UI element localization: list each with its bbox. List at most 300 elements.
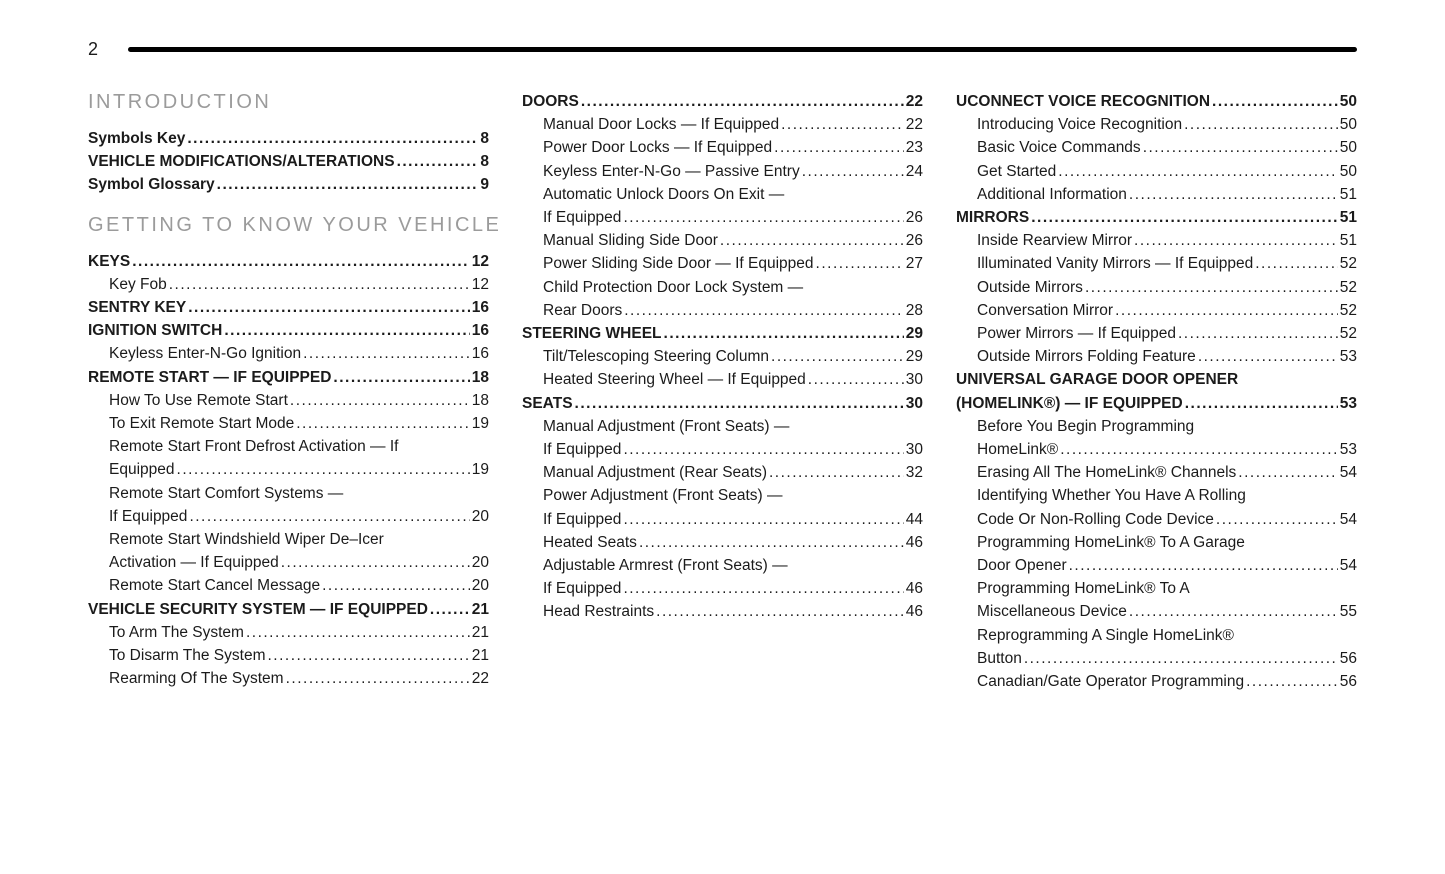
toc-entry-label: Button xyxy=(977,649,1022,667)
toc-entry-page: 55 xyxy=(1339,603,1357,621)
dot-leader xyxy=(224,319,469,342)
dot-leader xyxy=(397,150,479,173)
toc-entry-label: VEHICLE MODIFICATIONS/ALTERATIONS xyxy=(88,153,395,171)
toc-entry xyxy=(522,322,923,345)
toc-entry xyxy=(88,598,489,621)
toc-column-right xyxy=(956,90,1357,693)
toc-entry xyxy=(956,136,1357,159)
toc-entry-line xyxy=(109,644,489,667)
dot-leader xyxy=(1069,554,1338,577)
toc-entry-label: Power Door Locks — If Equipped xyxy=(543,139,773,157)
toc-entry-page: 20 xyxy=(471,507,489,525)
dot-leader xyxy=(267,644,469,667)
toc-entry-page: 51 xyxy=(1339,232,1357,250)
toc-entry-page: 56 xyxy=(1339,673,1357,691)
dot-leader xyxy=(1185,392,1338,415)
toc-entry-label: Power Sliding Side Door — If Equipped xyxy=(543,255,814,273)
dot-leader xyxy=(623,508,903,531)
dot-leader xyxy=(769,461,904,484)
toc-entry-label: Illuminated Vanity Mirrors — If Equipped xyxy=(977,255,1254,273)
toc-entry xyxy=(522,113,923,136)
toc-entry-label: How To Use Remote Start xyxy=(109,391,288,409)
toc-entry-line xyxy=(543,461,923,484)
toc-entry-label-continued: Child Protection Door Lock System — xyxy=(543,278,804,296)
toc-entry-label: HomeLink® xyxy=(977,441,1059,459)
toc-entry xyxy=(522,345,923,368)
toc-entry-label: Power Mirrors — If Equipped xyxy=(977,325,1176,343)
toc-entry-page: 21 xyxy=(471,647,489,665)
dot-leader xyxy=(624,299,904,322)
dot-leader xyxy=(1212,90,1338,113)
toc-entry-label-continued: Identifying Whether You Have A Rolling xyxy=(977,487,1246,505)
toc-entry-line xyxy=(956,392,1357,415)
toc-entry xyxy=(522,461,923,484)
toc-entry xyxy=(522,229,923,252)
toc-entry-label-continued: UNIVERSAL GARAGE DOOR OPENER xyxy=(956,371,1239,389)
toc-entry-line xyxy=(109,551,489,574)
toc-entry-label-continued: Reprogramming A Single HomeLink® xyxy=(977,626,1234,644)
toc-entry xyxy=(522,554,923,600)
dot-leader xyxy=(816,252,904,275)
toc-entry-page: 52 xyxy=(1339,301,1357,319)
toc-entry xyxy=(88,528,489,574)
toc-entry-page: 26 xyxy=(905,232,923,250)
toc-entry xyxy=(88,667,489,690)
dot-leader xyxy=(575,392,904,415)
toc-entry-line xyxy=(977,229,1357,252)
toc-entry xyxy=(88,412,489,435)
toc-entry-label: STEERING WHEEL xyxy=(522,325,662,343)
toc-entry xyxy=(522,368,923,391)
toc-entry-label: Rearming Of The System xyxy=(109,670,284,688)
toc-entry xyxy=(88,319,489,342)
toc-entry-page: 54 xyxy=(1339,557,1357,575)
toc-entry-line xyxy=(522,322,923,345)
toc-entry-label: IGNITION SWITCH xyxy=(88,322,223,340)
toc-entry-line xyxy=(109,389,489,412)
dot-leader xyxy=(781,113,904,136)
toc-entry-label: If Equipped xyxy=(109,507,188,525)
toc-entry-line xyxy=(977,252,1357,275)
toc-entry-page: 30 xyxy=(905,441,923,459)
toc-entry-label: Manual Door Locks — If Equipped xyxy=(543,116,780,134)
toc-entry xyxy=(956,183,1357,206)
toc-entry xyxy=(956,206,1357,229)
toc-entry xyxy=(522,484,923,530)
toc-entry-page: 16 xyxy=(471,345,489,363)
toc-entry-label: To Exit Remote Start Mode xyxy=(109,415,295,433)
toc-entry-line xyxy=(88,250,489,273)
toc-entry-label: (HOMELINK®) — IF EQUIPPED xyxy=(956,394,1183,412)
toc-entry-label: Activation — If Equipped xyxy=(109,554,279,572)
toc-entry-line xyxy=(522,90,923,113)
toc-entry xyxy=(956,461,1357,484)
toc-entry-page: 30 xyxy=(905,371,923,389)
toc-entry-line xyxy=(977,461,1357,484)
dot-leader xyxy=(1184,113,1338,136)
dot-leader xyxy=(802,160,904,183)
dot-leader xyxy=(639,531,904,554)
toc-entry xyxy=(956,299,1357,322)
toc-entry-line xyxy=(543,600,923,623)
toc-entry xyxy=(88,342,489,365)
toc-entry-page: 21 xyxy=(471,600,489,618)
dot-leader xyxy=(720,229,904,252)
toc-entry-label-continued: Remote Start Front Defrost Activation — If xyxy=(109,438,399,456)
toc-entry xyxy=(522,392,923,415)
toc-entry xyxy=(522,415,923,461)
toc-entry-line xyxy=(88,150,489,173)
toc-entry-line xyxy=(956,90,1357,113)
toc-entry-page: 21 xyxy=(471,623,489,641)
toc-entry-label: Keyless Enter-N-Go — Passive Entry xyxy=(543,162,800,180)
dot-leader xyxy=(1178,322,1338,345)
toc-entry-page: 16 xyxy=(471,322,489,340)
toc-entry xyxy=(956,670,1357,693)
toc-entry-page: 24 xyxy=(905,162,923,180)
toc-entry-page: 12 xyxy=(471,252,489,270)
toc-entry xyxy=(956,252,1357,275)
toc-entry-page: 50 xyxy=(1339,116,1357,134)
dot-leader xyxy=(177,458,470,481)
toc-entry-label-continued: Before You Begin Programming xyxy=(977,417,1195,435)
toc-entry-label: Rear Doors xyxy=(543,301,623,319)
dot-leader xyxy=(664,322,904,345)
dot-leader xyxy=(1134,229,1338,252)
toc-entry-label: Additional Information xyxy=(977,185,1127,203)
toc-entry-page: 51 xyxy=(1339,209,1357,227)
toc-entry xyxy=(522,90,923,113)
toc-entry-line xyxy=(543,113,923,136)
toc-entry-label-continued: Remote Start Windshield Wiper De–Icer xyxy=(109,531,384,549)
toc-entry-label: SEATS xyxy=(522,394,573,412)
toc-entry-line xyxy=(977,600,1357,623)
toc-entry-line xyxy=(88,366,489,389)
toc-entry xyxy=(522,600,923,623)
toc-entry-label: REMOTE START — IF EQUIPPED xyxy=(88,368,332,386)
toc-entry-line xyxy=(543,345,923,368)
section-heading: GETTING TO KNOW YOUR VEHICLE xyxy=(88,213,502,236)
toc-entry-page: 56 xyxy=(1339,649,1357,667)
dot-leader xyxy=(189,505,469,528)
toc-entry-page: 22 xyxy=(905,93,923,110)
toc-entry-line xyxy=(956,206,1357,229)
toc-entry-line xyxy=(109,342,489,365)
toc-entry-label: Miscellaneous Device xyxy=(977,603,1127,621)
toc-entry-label: Get Started xyxy=(977,162,1057,180)
dot-leader xyxy=(188,296,470,319)
toc-entry-line xyxy=(88,173,489,196)
toc-entry-line xyxy=(977,322,1357,345)
toc-entry xyxy=(956,276,1357,299)
toc-entry-label-continued: Power Adjustment (Front Seats) — xyxy=(543,487,783,505)
toc-entry-label: If Equipped xyxy=(543,441,622,459)
toc-entry-page: 12 xyxy=(471,275,489,293)
toc-entry xyxy=(88,273,489,296)
toc-entry-label: Basic Voice Commands xyxy=(977,139,1141,157)
dot-leader xyxy=(281,551,470,574)
toc-entry xyxy=(88,173,489,196)
toc-entry-label: Tilt/Telescoping Steering Column xyxy=(543,348,770,366)
toc-entry-line xyxy=(543,368,923,391)
toc-entry-line xyxy=(977,299,1357,322)
toc-entry-page: 46 xyxy=(905,533,923,551)
dot-leader xyxy=(1246,670,1338,693)
dot-leader xyxy=(132,250,470,273)
toc-entry-page: 50 xyxy=(1339,93,1357,110)
toc-entry-page: 28 xyxy=(905,301,923,319)
toc-entry-label-continued: Programming HomeLink® To A Garage xyxy=(977,533,1245,551)
toc-column-left xyxy=(88,90,502,693)
toc-entry xyxy=(88,482,489,528)
toc-entry-label: Key Fob xyxy=(109,275,167,293)
toc-entry-page: 51 xyxy=(1339,185,1357,203)
toc-entry xyxy=(956,113,1357,136)
toc-columns xyxy=(88,90,1357,693)
toc-entry xyxy=(88,366,489,389)
toc-entry-label: VEHICLE SECURITY SYSTEM — IF EQUIPPED xyxy=(88,600,428,618)
toc-entry-page: 22 xyxy=(905,116,923,134)
toc-column-middle xyxy=(522,90,923,693)
page-number: 2 xyxy=(88,38,99,59)
toc-entry-line xyxy=(543,206,923,229)
dot-leader xyxy=(322,574,470,597)
dot-leader xyxy=(656,600,904,623)
toc-entry-page: 26 xyxy=(905,209,923,227)
toc-entry-page: 9 xyxy=(480,176,489,194)
toc-entry xyxy=(956,531,1357,577)
toc-entry-line xyxy=(543,531,923,554)
dot-leader xyxy=(1058,160,1337,183)
dot-leader xyxy=(1198,345,1338,368)
dot-leader xyxy=(1060,438,1338,461)
toc-entry-label: Conversation Mirror xyxy=(977,301,1114,319)
toc-entry-line xyxy=(977,554,1357,577)
toc-entry-page: 53 xyxy=(1339,348,1357,366)
toc-entry-page: 52 xyxy=(1339,278,1357,296)
toc-entry-label: Manual Sliding Side Door xyxy=(543,232,718,250)
toc-entry-page: 19 xyxy=(471,461,489,479)
toc-entry-label: SENTRY KEY xyxy=(88,299,187,317)
toc-entry-line xyxy=(109,458,489,481)
toc-entry-label: Code Or Non-Rolling Code Device xyxy=(977,510,1214,528)
toc-entry-label: Heated Steering Wheel — If Equipped xyxy=(543,371,806,389)
toc-entry-page: 18 xyxy=(471,391,489,409)
toc-entry-line xyxy=(977,183,1357,206)
toc-entry-label: Erasing All The HomeLink® Channels xyxy=(977,464,1237,482)
toc-entry xyxy=(956,229,1357,252)
toc-entry-label: Symbols Key xyxy=(88,130,186,147)
toc-entry-page: 18 xyxy=(471,368,489,386)
toc-entry-page: 30 xyxy=(905,394,923,412)
toc-entry xyxy=(522,183,923,229)
toc-entry-line xyxy=(543,229,923,252)
dot-leader xyxy=(581,90,904,113)
toc-entry xyxy=(88,644,489,667)
toc-entry-label-continued: Programming HomeLink® To A xyxy=(977,580,1190,598)
toc-entry-page: 29 xyxy=(905,325,923,343)
toc-entry-label-continued: Automatic Unlock Doors On Exit — xyxy=(543,185,785,203)
toc-entry xyxy=(956,577,1357,623)
toc-entry-page: 54 xyxy=(1339,510,1357,528)
dot-leader xyxy=(290,389,470,412)
toc-entry-page: 46 xyxy=(905,603,923,621)
dot-leader xyxy=(1115,299,1338,322)
toc-entry-label: Remote Start Cancel Message xyxy=(109,577,321,595)
toc-entry-page: 53 xyxy=(1339,441,1357,459)
dot-leader xyxy=(623,206,903,229)
toc-entry xyxy=(522,531,923,554)
toc-entry-label-continued: Remote Start Comfort Systems — xyxy=(109,484,344,502)
toc-entry-page: 20 xyxy=(471,577,489,595)
toc-entry-line xyxy=(543,438,923,461)
dot-leader xyxy=(1238,461,1337,484)
toc-entry-line xyxy=(977,113,1357,136)
toc-entry-line xyxy=(88,127,489,150)
toc-entry-line xyxy=(88,296,489,319)
toc-entry-label: If Equipped xyxy=(543,510,622,528)
toc-entry-line xyxy=(543,160,923,183)
dot-leader xyxy=(1024,647,1338,670)
dot-leader xyxy=(1129,600,1338,623)
toc-entry-page: 50 xyxy=(1339,162,1357,180)
toc-entry-line xyxy=(543,577,923,600)
toc-entry-line xyxy=(88,598,489,621)
toc-entry xyxy=(956,415,1357,461)
toc-entry xyxy=(88,250,489,273)
toc-entry-line xyxy=(543,252,923,275)
toc-entry xyxy=(88,296,489,319)
toc-entry-label: Outside Mirrors xyxy=(977,278,1083,296)
toc-entry-page: 16 xyxy=(471,299,489,317)
toc-entry-label: If Equipped xyxy=(543,209,622,227)
toc-entry-label: Keyless Enter-N-Go Ignition xyxy=(109,345,302,363)
toc-entry-page: 22 xyxy=(471,670,489,688)
toc-entry-label: To Arm The System xyxy=(109,623,244,641)
toc-entry xyxy=(88,435,489,481)
toc-entry-page: 32 xyxy=(905,464,923,482)
dot-leader xyxy=(1085,276,1338,299)
toc-entry-label: UCONNECT VOICE RECOGNITION xyxy=(956,93,1211,110)
page-header xyxy=(88,36,1357,62)
toc-entry-line xyxy=(109,667,489,690)
toc-entry-page: 52 xyxy=(1339,255,1357,273)
dot-leader xyxy=(771,345,904,368)
dot-leader xyxy=(623,577,903,600)
toc-entry-page: 50 xyxy=(1339,139,1357,157)
toc-entry xyxy=(956,90,1357,113)
toc-entry-label: Symbol Glossary xyxy=(88,176,215,194)
dot-leader xyxy=(217,173,479,196)
toc-entry xyxy=(956,345,1357,368)
toc-entry xyxy=(956,368,1357,414)
toc-entry-line xyxy=(522,392,923,415)
toc-entry-label: Canadian/Gate Operator Programming xyxy=(977,673,1245,691)
toc-entry xyxy=(956,484,1357,530)
toc-entry-page: 44 xyxy=(905,510,923,528)
toc-entry-line xyxy=(977,345,1357,368)
toc-entry-page: 8 xyxy=(480,130,489,147)
toc-entry xyxy=(956,160,1357,183)
toc-entry-line xyxy=(109,621,489,644)
toc-entry xyxy=(88,621,489,644)
toc-entry xyxy=(88,389,489,412)
toc-entry-label: Outside Mirrors Folding Feature xyxy=(977,348,1196,366)
toc-entry xyxy=(88,150,489,173)
toc-entry-line xyxy=(977,508,1357,531)
toc-entry-label: Head Restraints xyxy=(543,603,655,621)
dot-leader xyxy=(303,342,470,365)
toc-entry-line xyxy=(109,273,489,296)
dot-leader xyxy=(286,667,470,690)
toc-entry xyxy=(522,160,923,183)
toc-entry-label: Manual Adjustment (Rear Seats) xyxy=(543,464,767,482)
toc-entry-label: KEYS xyxy=(88,252,131,270)
toc-entry-line xyxy=(977,670,1357,693)
toc-entry-line xyxy=(88,319,489,342)
dot-leader xyxy=(623,438,903,461)
toc-entry-page: 23 xyxy=(905,139,923,157)
dot-leader xyxy=(1031,206,1338,229)
toc-entry-line xyxy=(977,438,1357,461)
dot-leader xyxy=(187,127,478,150)
toc-entry-label: MIRRORS xyxy=(956,209,1030,227)
toc-entry-line xyxy=(109,574,489,597)
dot-leader xyxy=(1255,252,1338,275)
toc-entry-line xyxy=(543,136,923,159)
dot-leader xyxy=(1143,136,1338,159)
toc-entry xyxy=(956,624,1357,670)
toc-entry-label-continued: Adjustable Armrest (Front Seats) — xyxy=(543,557,788,575)
toc-entry-line xyxy=(109,505,489,528)
header-rule xyxy=(128,47,1357,52)
toc-entry-label-continued: Manual Adjustment (Front Seats) — xyxy=(543,417,790,435)
toc-entry-label: Inside Rearview Mirror xyxy=(977,232,1133,250)
dot-leader xyxy=(246,621,470,644)
toc-entry-line xyxy=(977,136,1357,159)
toc-entry xyxy=(88,574,489,597)
toc-entry-page: 19 xyxy=(471,415,489,433)
dot-leader xyxy=(333,366,469,389)
dot-leader xyxy=(430,598,470,621)
dot-leader xyxy=(808,368,904,391)
toc-entry-label: Equipped xyxy=(109,461,175,479)
toc-entry-page: 29 xyxy=(905,348,923,366)
toc-entry-page: 8 xyxy=(480,153,489,171)
toc-entry xyxy=(522,252,923,275)
toc-entry-label: Door Opener xyxy=(977,557,1067,575)
dot-leader xyxy=(1216,508,1338,531)
toc-entry-line xyxy=(543,508,923,531)
toc-entry-page: 27 xyxy=(905,255,923,273)
toc-entry-label: If Equipped xyxy=(543,580,622,598)
toc-entry-page: 54 xyxy=(1339,464,1357,482)
dot-leader xyxy=(169,273,470,296)
toc-entry-page: 53 xyxy=(1339,394,1357,412)
dot-leader xyxy=(296,412,470,435)
toc-entry-page: 20 xyxy=(471,554,489,572)
toc-entry-line xyxy=(977,160,1357,183)
dot-leader xyxy=(1129,183,1338,206)
dot-leader xyxy=(774,136,904,159)
toc-entry-line xyxy=(977,276,1357,299)
toc-entry-label: Heated Seats xyxy=(543,533,637,551)
toc-entry-line xyxy=(109,412,489,435)
toc-entry-page: 52 xyxy=(1339,325,1357,343)
toc-entry-page: 46 xyxy=(905,580,923,598)
toc-entry xyxy=(522,276,923,322)
toc-entry-label: Introducing Voice Recognition xyxy=(977,116,1183,134)
